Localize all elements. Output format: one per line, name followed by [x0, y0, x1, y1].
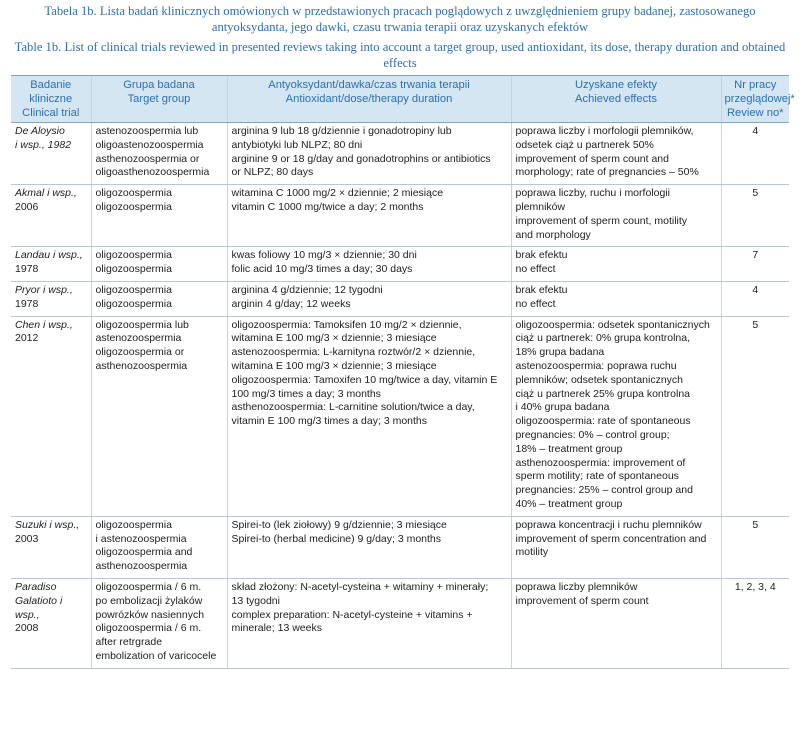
cell-line: oligozoospermia	[95, 283, 172, 296]
cell-line: oligozoospermia	[95, 249, 172, 262]
cell-effects	[511, 281, 721, 316]
header-line: Review no*	[726, 107, 784, 119]
cell-line: vitamin C 1000 mg/twice a day; 2 months	[231, 200, 424, 213]
cell-line: arginine 9 or 18 g/day and gonadotrophins or antibiotics	[231, 152, 491, 165]
cell-line: 2006	[15, 200, 39, 213]
header-line: Badanie	[30, 79, 72, 91]
cell-line: poprawa liczby i morfologii plemników,	[515, 125, 694, 137]
cell-effects	[511, 516, 721, 578]
header-line: Target group	[127, 93, 191, 105]
cell-line: improvement of sperm concentration and	[515, 532, 707, 545]
cell-line: powrózków nasiennych	[95, 608, 205, 621]
cell-line: no effect	[515, 297, 556, 310]
cell-line: odsetek ciąż u partnerek 50%	[515, 138, 654, 151]
cell-line: oligozoospermia and	[95, 546, 193, 559]
cell-review-no	[721, 316, 789, 516]
cell-antioxidant	[227, 123, 511, 185]
cell-value: 5	[752, 518, 759, 531]
cell-line: asthenozoospermia: L-carnitine solution/twice a day,	[231, 401, 475, 414]
cell-line: pregnancies: 25% – control group and	[515, 484, 693, 497]
cell-line: oligozoospermia / 6 m.	[95, 622, 202, 635]
cell-line: embolization of varicocele	[95, 649, 217, 662]
cell-line: oligozoospermia	[95, 518, 172, 531]
cell-line: folic acid 10 mg/3 times a day; 30 days	[231, 263, 413, 276]
cell-line: astenozoospermia: poprawa ruchu	[515, 359, 677, 372]
cell-line: witamina E 100 mg/3 × dziennie; 3 miesiące	[231, 359, 437, 372]
cell-line: 100 mg/3 times a day; 3 months	[231, 387, 381, 400]
cell-clinical-trial	[11, 281, 91, 316]
cell-target-group	[91, 516, 227, 578]
cell-line: brak efektu	[515, 249, 568, 262]
cell-line: sperm motility; rate of spontaneous	[515, 470, 679, 483]
cell-line: astenozoospermia: L-karnityna roztwór/2 × dziennie,	[231, 346, 476, 359]
cell-clinical-trial	[11, 123, 91, 185]
cell-line: asthenozoospermia	[95, 359, 188, 372]
cell-line: vitamin E 100 mg/3 times a day; 3 months	[231, 415, 428, 428]
cell-line: and morphology	[515, 228, 591, 241]
cell-value: 5	[752, 187, 759, 200]
cell-line: Suzuki i wsp.,	[15, 518, 80, 531]
cell-line: asthenozoospermia: improvement of	[515, 456, 686, 469]
header-line: Antyoksydant/dawka/czas trwania terapii	[268, 79, 470, 91]
cell-target-group	[91, 185, 227, 247]
cell-line: oligozoospermia	[95, 200, 172, 213]
cell-line: Galatioto i wsp.,	[15, 594, 63, 621]
header-clinical-trial	[11, 76, 91, 123]
cell-review-no	[721, 247, 789, 282]
header-review-no	[721, 76, 795, 123]
cell-review-no	[721, 281, 789, 316]
cell-value: 7	[752, 249, 759, 262]
cell-clinical-trial	[11, 516, 91, 578]
cell-line: oligozoospermia / 6 m.	[95, 580, 202, 593]
table-row	[11, 185, 789, 247]
table-row	[11, 247, 789, 282]
cell-value: 5	[752, 318, 759, 331]
cell-line: De Aloysio	[15, 125, 65, 137]
cell-line: oligozoospermia	[95, 187, 172, 200]
cell-line: oligozoospermia: odsetek spontanicznych	[515, 318, 710, 331]
cell-line: Chen i wsp.,	[15, 318, 73, 331]
cell-clinical-trial	[11, 316, 91, 516]
cell-line: improvement of sperm count	[515, 594, 649, 607]
cell-line: poprawa koncentracji i ruchu plemników	[515, 518, 702, 531]
cell-line: 2012	[15, 332, 39, 345]
cell-value: 4	[752, 283, 759, 296]
cell-line: oligozoospermia: Tamoksifen 10 mg/2 × dziennie,	[231, 318, 462, 331]
cell-line: no effect	[515, 263, 556, 276]
cell-line: poprawa liczby, ruchu i morfologii	[515, 187, 670, 200]
header-line: Clinical trial	[22, 107, 80, 119]
cell-line: oligozoospermia or	[95, 346, 185, 359]
cell-clinical-trial	[11, 185, 91, 247]
header-line: przeglądowej*	[724, 93, 795, 105]
header-effects	[511, 76, 721, 123]
cell-line: 18% grupa badana	[515, 346, 605, 359]
cell-effects	[511, 247, 721, 282]
cell-line: oligozoospermia: Tamoxifen 10 mg/twice a day, vitamin E	[231, 373, 498, 386]
cell-line: arginina 4 g/dziennie; 12 tygodni	[231, 283, 383, 296]
cell-line: 1978	[15, 297, 39, 310]
cell-line: arginin 4 g/day; 12 weeks	[231, 297, 351, 310]
cell-review-no	[721, 185, 789, 247]
header-target-group	[91, 76, 227, 123]
cell-target-group	[91, 578, 227, 668]
clinical-trials-table	[11, 75, 795, 669]
cell-line: witamina C 1000 mg/2 × dziennie; 2 miesiące	[231, 187, 444, 200]
cell-line: ciąż u partnerek: 0% grupa kontrolna,	[515, 332, 691, 345]
cell-antioxidant	[227, 281, 511, 316]
cell-line: i astenozoospermia	[95, 532, 187, 545]
cell-line: oligoastenozoospermia	[95, 138, 204, 151]
cell-effects	[511, 578, 721, 668]
cell-line: oligoasthenozoospermia	[95, 166, 210, 179]
cell-antioxidant	[227, 185, 511, 247]
cell-line: motility	[515, 546, 549, 559]
header-line: Uzyskane efekty	[574, 79, 658, 91]
table-row	[11, 123, 789, 185]
cell-line: 2003	[15, 532, 39, 545]
cell-review-no	[721, 516, 789, 578]
cell-line: poprawa liczby plemników	[515, 580, 638, 593]
cell-line: Spirei-to (lek ziołowy) 9 g/dziennie; 3 miesiące	[231, 518, 447, 531]
cell-line: oligozoospermia: rate of spontaneous	[515, 415, 691, 428]
cell-line: 2008	[15, 622, 39, 635]
cell-line: Paradiso	[15, 580, 57, 593]
cell-antioxidant	[227, 516, 511, 578]
cell-line: astenozoospermia lub	[95, 125, 199, 137]
cell-line: brak efektu	[515, 283, 568, 296]
cell-antioxidant	[227, 247, 511, 282]
cell-line: morphology; rate of pregnancies – 50%	[515, 166, 699, 179]
table-row	[11, 281, 789, 316]
cell-line: complex preparation: N-acetyl-cysteine + vitamins +	[231, 608, 473, 621]
cell-line: plemników; odsetek spontanicznych	[515, 373, 684, 386]
cell-line: 18% – treatment group	[515, 442, 623, 455]
header-antioxidant	[227, 76, 511, 123]
table-row	[11, 516, 789, 578]
cell-line: antybiotyki lub NLPZ; 80 dni	[231, 138, 363, 151]
header-row	[11, 76, 789, 123]
cell-line: 40% – treatment group	[515, 497, 623, 510]
cell-line: after retrgrade	[95, 636, 163, 649]
header-line: kliniczne	[29, 93, 73, 105]
cell-line: ciąż u partnerek 25% grupa kontrolna	[515, 387, 691, 400]
cell-line: arginina 9 lub 18 g/dziennie i gonadotropiny lub	[231, 125, 452, 137]
cell-target-group	[91, 281, 227, 316]
cell-line: i wsp., 1982	[15, 138, 72, 151]
header-line: Achieved effects	[575, 93, 657, 105]
cell-review-no	[721, 578, 789, 668]
captions	[0, 0, 800, 71]
cell-line: minerale; 13 weeks	[231, 622, 322, 635]
header-line: Antioxidant/dose/therapy duration	[285, 93, 453, 105]
cell-line: Akmal i wsp.,	[15, 187, 77, 200]
cell-line: skład złożony: N-acetyl-cysteina + witaminy + minerały;	[231, 580, 489, 593]
cell-line: improvement of sperm count and	[515, 152, 669, 165]
header-line: Grupa badana	[123, 79, 195, 91]
cell-line: 13 tygodni	[231, 594, 280, 607]
table-body	[11, 123, 789, 669]
cell-line: asthenozoospermia or	[95, 152, 200, 165]
table-row	[11, 316, 789, 516]
cell-line: kwas foliowy 10 mg/3 × dziennie; 30 dni	[231, 249, 417, 262]
cell-line: 1978	[15, 263, 39, 276]
cell-clinical-trial	[11, 247, 91, 282]
cell-effects	[511, 185, 721, 247]
cell-line: Spirei-to (herbal medicine) 9 g/day; 3 months	[231, 532, 442, 545]
cell-target-group	[91, 247, 227, 282]
cell-line: po embolizacji żylaków	[95, 594, 203, 607]
cell-line: pregnancies: 0% – control group;	[515, 428, 670, 441]
cell-target-group	[91, 316, 227, 516]
cell-line: oligozoospermia	[95, 263, 172, 276]
cell-line: oligozoospermia	[95, 297, 172, 310]
cell-clinical-trial	[11, 578, 91, 668]
cell-line: or NLPZ; 80 days	[231, 166, 314, 179]
cell-antioxidant	[227, 316, 511, 516]
cell-line: i 40% grupa badana	[515, 401, 610, 414]
cell-line: asthenozoospermia	[95, 560, 188, 573]
cell-line: astenozoospermia	[95, 332, 182, 345]
header-line: Nr pracy	[734, 79, 777, 91]
cell-line: plemników	[515, 200, 566, 213]
cell-line: oligozoospermia lub	[95, 318, 189, 331]
cell-effects	[511, 316, 721, 516]
caption-polish: Tabela 1b. Lista badań klinicznych omówionych w przedstawionych pracach poglądowych z uwzględnieniem grupy badanej, zastosowanego antyoksydanta, jego dawki, czasu trwania terapii oraz uzyskanych efektów	[44, 4, 756, 34]
table-row	[11, 578, 789, 668]
cell-effects	[511, 123, 721, 185]
cell-value: 4	[752, 125, 759, 137]
cell-line: Landau i wsp.,	[15, 249, 83, 262]
cell-antioxidant	[227, 578, 511, 668]
cell-target-group	[91, 123, 227, 185]
cell-review-no	[721, 123, 789, 185]
cell-value: 1, 2, 3, 4	[734, 580, 776, 593]
cell-line: Pryor i wsp.,	[15, 283, 73, 296]
cell-line: improvement of sperm count, motility	[515, 214, 688, 227]
caption-english: Table 1b. List of clinical trials reviewed in presented reviews taking into account a target group, used antioxidant, its dose, therapy duration and obtained effects	[14, 40, 786, 70]
cell-line: witamina E 100 mg/3 × dziennie; 3 miesiące	[231, 332, 437, 345]
